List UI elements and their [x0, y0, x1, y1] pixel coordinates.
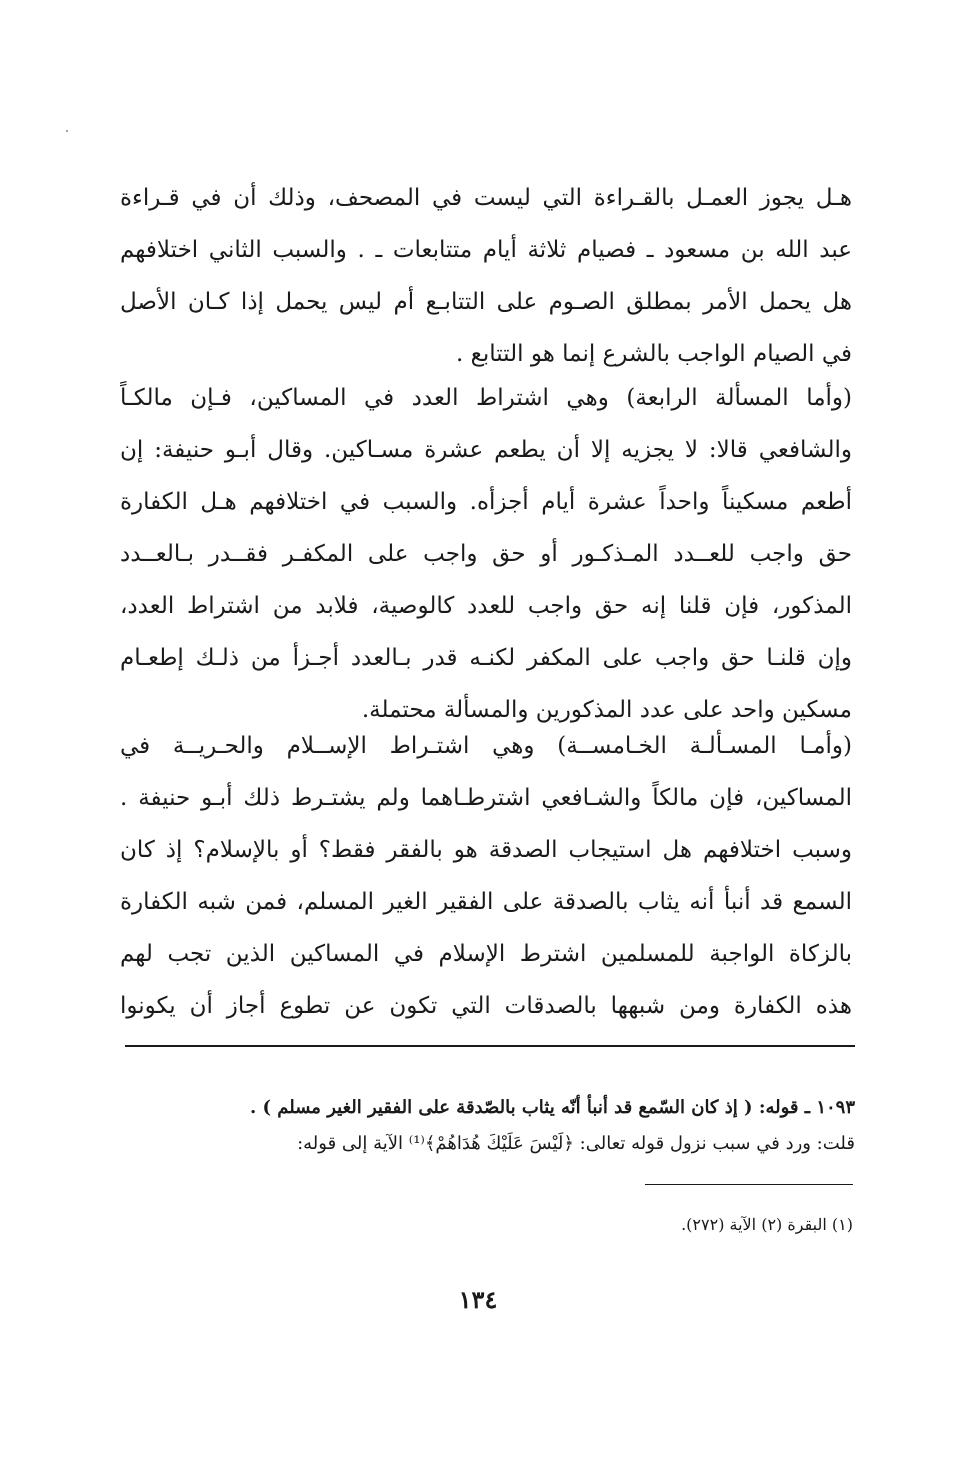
paragraph-1	[120, 172, 852, 380]
text-line: هـل يجوز العمـل بالقـراءة التي ليست في المصحف، وذلك أن في قـراءة	[120, 185, 852, 211]
text-line: السمع قد أنبأ أنه يثاب بالصدقة على الفقير الغير المسلم، فمن شبه الكفارة	[120, 889, 852, 915]
text-line: (وأما المسألة الرابعة) وهي اشتراط العدد في المساكين، فـإن مالكـاً	[120, 385, 852, 411]
text-line: هل يحمل الأمر بمطلق الصـوم على التتابـع أم ليس يحمل إذا كـان الأصل	[120, 289, 852, 315]
text-line: مسكين واحد على عدد المذكورين والمسألة محتملة.	[361, 697, 852, 723]
text-line: المساكين، فإن مالكاً والشـافعي اشترطـاهما ولم يشتـرط ذلك أبـو حنيفة .	[120, 785, 852, 811]
text-line: أطعم مسكيناً واحداً عشرة أيام أجزأه. والسبب في اختلافهم هـل الكفارة	[120, 489, 852, 515]
commentary-line-1: ١٠٩٣ ـ قوله: ( إذ كان السّمع قد أنبأ أنّه يثاب بالصّدقة على الفقير الغير مسلم ) .	[249, 1097, 855, 1118]
text-line: عبد الله بن مسعود ـ فصيام ثلاثة أيام متتابعات ـ . والسبب الثاني اختلافهم	[120, 237, 852, 263]
text-line: (وأمـا المسـألـة الخـامســة) وهي اشتـراط الإســلام والحـريــة في	[120, 733, 852, 759]
paragraph-2	[120, 372, 852, 736]
commentary-block	[125, 1090, 855, 1162]
page-number: ١٣٤	[458, 1285, 498, 1314]
text-line: بالزكاة الواجبة للمسلمين اشترط الإسلام في المساكين الذين تجب لهم	[120, 941, 852, 967]
text-line: هذه الكفارة ومن شبهها بالصدقات التي تكون عن تطوع أجاز أن يكونوا	[120, 993, 852, 1019]
commentary-line-2: قلت: ورد في سبب نزول قوله تعالى: ﴿لَيْسَ عَلَيْكَ هُدَاهُمْ﴾⁽¹⁾ الآية إلى قوله:	[297, 1133, 855, 1154]
paragraph-3	[120, 720, 852, 1032]
text-line: وإن قلنـا حق واجب على المكفر لكنـه قدر بـالعدد أجـزأ من ذلـك إطعـام	[120, 645, 852, 671]
margin-speck	[66, 130, 68, 132]
text-line: المذكور، فإن قلنا إنه حق واجب للعدد كالوصية، فلابد من اشتراط العدد،	[120, 593, 852, 619]
text-line: والشافعي قالا: لا يجزيه إلا أن يطعم عشرة مسـاكين. وقال أبـو حنيفة: إن	[120, 437, 852, 463]
text-line: حق واجب للعــدد المـذكـور أو حق واجب على المكفـر فقــدر بـالعــدد	[120, 541, 852, 567]
text-divider	[125, 1045, 855, 1047]
text-line: وسبب اختلافهم هل استيجاب الصدقة هو بالفقر فقط؟ أو بالإسلام؟ إذ كان	[120, 837, 852, 863]
footnote-divider	[645, 1184, 853, 1185]
footnote: (١) البقرة (٢) الآية (٢٧٢).	[681, 1215, 853, 1234]
text-line: في الصيام الواجب بالشرع إنما هو التتابع .	[455, 341, 852, 367]
